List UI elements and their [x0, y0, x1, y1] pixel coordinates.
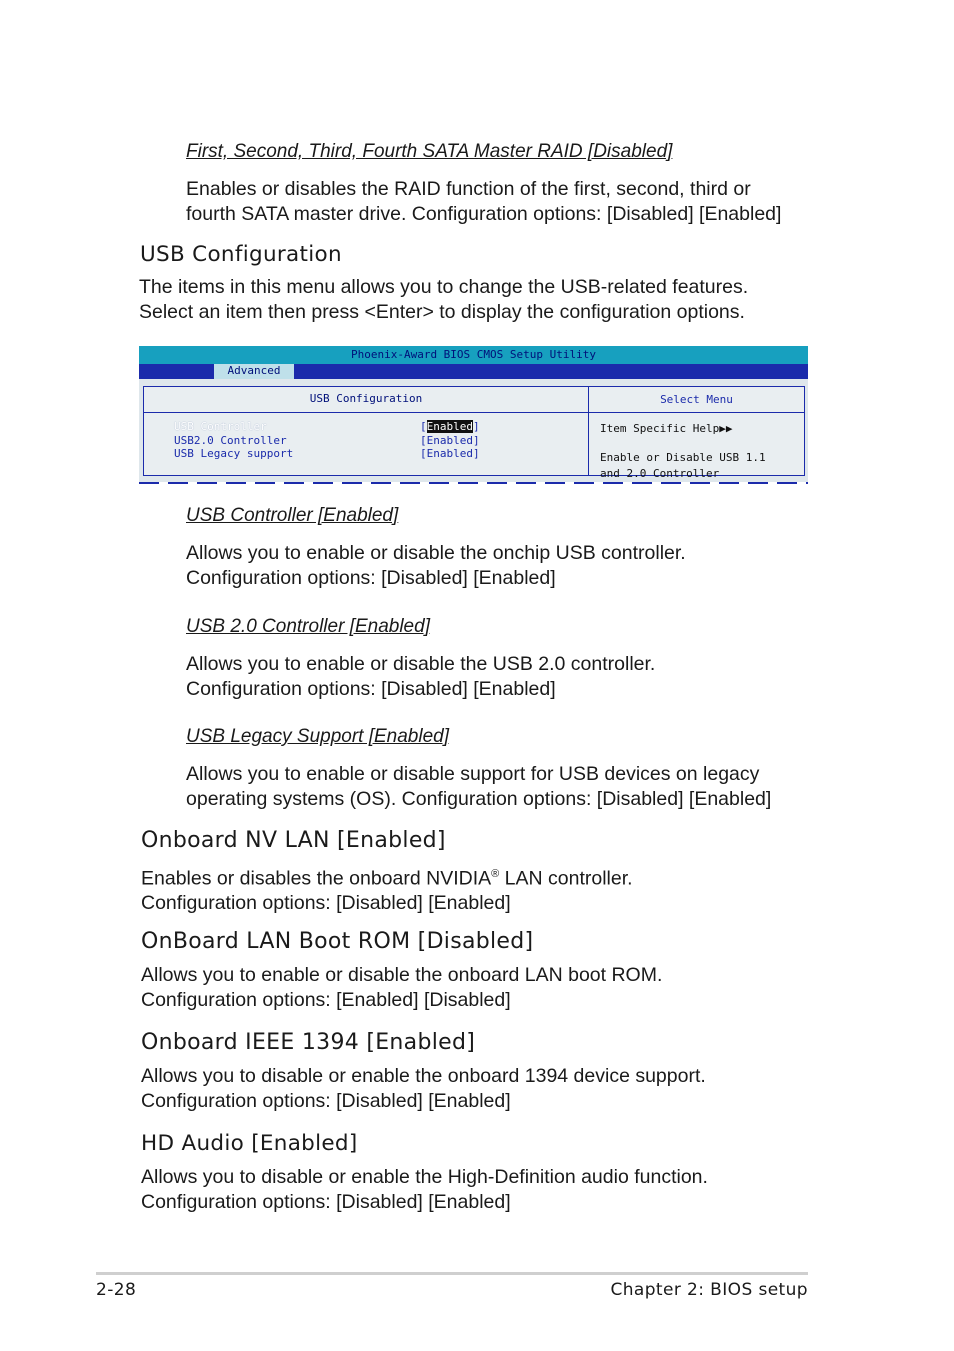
usb-legacy-description — [186, 762, 771, 811]
bios-help-title: Select Menu — [589, 387, 804, 413]
bios-panel-title: USB Configuration — [144, 387, 588, 413]
help-text-line: and 2.0 Controller — [600, 467, 720, 480]
bios-item-usb2-controller[interactable]: USB2.0 Controller — [174, 434, 287, 447]
bios-title-bar: Phoenix-Award BIOS CMOS Setup Utility — [139, 346, 808, 364]
bios-item-usb-legacy-support[interactable]: USB Legacy support — [174, 447, 294, 460]
text-line: Configuration options: [Disabled] [Enabled] — [186, 566, 556, 589]
bios-bottom-border — [139, 482, 808, 484]
text-line: Allows you to enable or disable the USB 2.0 controller. — [186, 653, 656, 675]
text-line: Configuration options: [Enabled] [Disabled] — [141, 988, 511, 1011]
bios-item-usb-controller[interactable]: USB Controller — [174, 420, 267, 433]
usb-configuration-description — [139, 275, 748, 324]
usb-controller-subheading: USB Controller [Enabled] — [186, 505, 399, 526]
usb2-controller-description — [186, 652, 655, 701]
text-line: Allows you to disable or enable the onboard 1394 device support. — [141, 1065, 706, 1087]
text-line — [141, 862, 633, 891]
text-line: operating systems (OS). Configuration options: [Disabled] [Enabled] — [186, 787, 772, 810]
text-line: Select an item then press <Enter> to display the configuration options. — [139, 300, 745, 323]
text-line: Enables or disables the RAID function of the first, second, third or — [186, 178, 751, 200]
lan-boot-rom-heading: OnBoard LAN Boot ROM [Disabled] — [141, 929, 534, 954]
tab-advanced[interactable]: Advanced — [214, 364, 294, 379]
text-line: Configuration options: [Disabled] [Enabled] — [186, 677, 556, 700]
text-fragment: Enables or disables the onboard NVIDIA — [141, 867, 492, 890]
text-line: fourth SATA master drive. Configuration options: [Disabled] [Enabled] — [186, 202, 782, 225]
help-text-line: Enable or Disable USB 1.1 — [600, 451, 766, 464]
lan-boot-rom-description — [141, 963, 662, 1012]
nv-lan-heading: Onboard NV LAN [Enabled] — [141, 828, 446, 853]
bios-value-usb-controller[interactable]: [Enabled] — [420, 420, 480, 433]
nv-lan-description — [141, 862, 633, 916]
help-text-line: Item Specific Help▶▶ — [600, 422, 733, 435]
selected-value[interactable]: Enabled — [426, 420, 473, 433]
bios-help-panel — [588, 386, 805, 480]
hd-audio-heading: HD Audio [Enabled] — [141, 1131, 358, 1156]
bios-settings-panel — [143, 386, 589, 476]
chapter-title: Chapter 2: BIOS setup — [610, 1280, 808, 1300]
page-number: 2-28 — [96, 1280, 137, 1300]
hd-audio-description — [141, 1165, 708, 1214]
bios-body — [139, 379, 808, 482]
footer-rule — [96, 1272, 808, 1275]
text-line: Configuration options: [Disabled] [Enabled] — [141, 1190, 511, 1213]
bios-value-usb2-controller[interactable]: [Enabled] — [420, 434, 480, 447]
sata-raid-subheading: First, Second, Third, Fourth SATA Master RAID [Disabled] — [186, 141, 673, 162]
bios-screenshot — [139, 346, 808, 484]
sata-raid-description — [186, 177, 781, 226]
usb-configuration-heading: USB Configuration — [140, 242, 342, 267]
ieee1394-description — [141, 1064, 706, 1113]
usb-legacy-subheading: USB Legacy Support [Enabled] — [186, 726, 450, 747]
bios-value-usb-legacy-support[interactable]: [Enabled] — [420, 447, 480, 460]
ieee1394-heading: Onboard IEEE 1394 [Enabled] — [141, 1030, 476, 1055]
text-line: Allows you to enable or disable the onchip USB controller. — [186, 542, 686, 564]
registered-mark: ® — [491, 868, 500, 880]
text-line: The items in this menu allows you to change the USB-related features. — [139, 276, 749, 298]
text-line: Allows you to enable or disable support for USB devices on legacy — [186, 763, 760, 785]
usb-controller-description — [186, 541, 686, 590]
text-line: Allows you to disable or enable the High-Definition audio function. — [141, 1166, 708, 1188]
text-line: Configuration options: [Disabled] [Enabled] — [141, 1089, 511, 1112]
text-fragment: LAN controller. — [499, 867, 633, 890]
text-line: Configuration options: [Disabled] [Enabled] — [141, 892, 511, 914]
text-line: Allows you to enable or disable the onboard LAN boot ROM. — [141, 964, 663, 986]
usb2-controller-subheading: USB 2.0 Controller [Enabled] — [186, 616, 430, 637]
